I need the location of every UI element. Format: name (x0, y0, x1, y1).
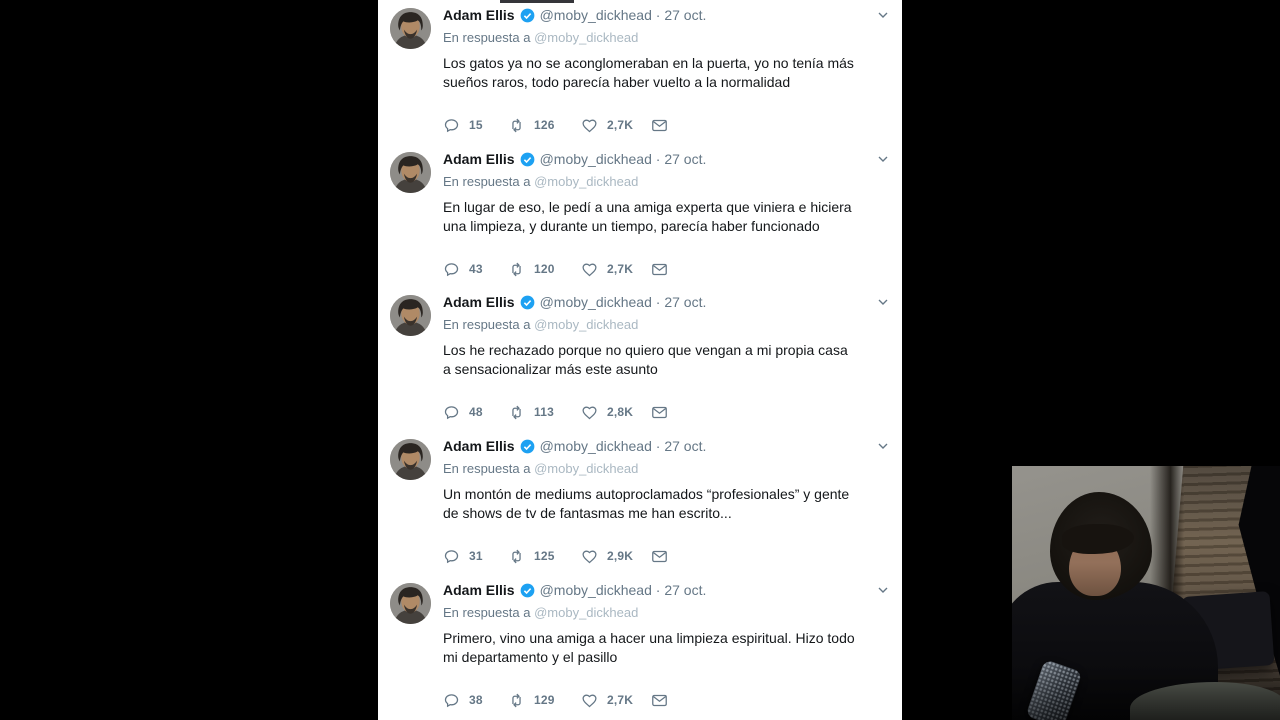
tweet[interactable] (390, 150, 894, 290)
display-name[interactable]: Adam Ellis (443, 294, 515, 310)
verified-badge-icon (520, 583, 535, 598)
reply-count: 48 (469, 405, 483, 419)
like-button[interactable] (581, 117, 651, 134)
tweet-date[interactable]: · 27 oct. (655, 582, 707, 598)
retweet-count: 113 (534, 405, 554, 419)
message-button[interactable] (651, 404, 668, 421)
retweet-button[interactable] (508, 117, 581, 134)
reply-icon (443, 261, 460, 278)
tweet-date[interactable]: · 27 oct. (655, 7, 707, 23)
like-button[interactable] (581, 692, 651, 709)
tweet-date[interactable]: · 27 oct. (655, 294, 707, 310)
like-icon (581, 548, 598, 565)
tweet-date[interactable]: · 27 oct. (655, 151, 707, 167)
webcam-overlay (1012, 466, 1280, 720)
verified-badge-icon (520, 295, 535, 310)
like-button[interactable] (581, 404, 651, 421)
reply-count: 15 (469, 118, 483, 132)
user-handle[interactable]: @moby_dickhead (539, 294, 652, 310)
tweet-text: Primero, vino una amiga a hacer una limpieza espiritual. Hizo todo mi departamento y el pasillo (443, 630, 855, 665)
like-count: 2,9K (607, 549, 634, 563)
tweet-text: En lugar de eso, le pedí a una amiga experta que viniera e hiciera una limpieza, y durante un tiempo, parecía haber funcionado (443, 199, 852, 234)
like-count: 2,7K (607, 262, 634, 276)
tweet-date[interactable]: · 27 oct. (655, 438, 707, 454)
display-name[interactable]: Adam Ellis (443, 582, 515, 598)
retweet-icon (508, 692, 525, 709)
reply-count: 38 (469, 693, 483, 707)
message-icon (651, 692, 668, 709)
retweet-icon (508, 117, 525, 134)
retweet-count: 129 (534, 693, 555, 707)
user-handle[interactable]: @moby_dickhead (539, 582, 652, 598)
avatar[interactable] (390, 583, 431, 624)
like-icon (581, 692, 598, 709)
retweet-button[interactable] (508, 548, 581, 565)
retweet-count: 120 (534, 262, 555, 276)
reply-icon (443, 117, 460, 134)
retweet-count: 125 (534, 549, 555, 563)
retweet-icon (508, 404, 525, 421)
like-count: 2,7K (607, 693, 634, 707)
verified-badge-icon (520, 152, 535, 167)
reply-button[interactable] (443, 261, 508, 278)
reply-icon (443, 548, 460, 565)
retweet-button[interactable] (508, 692, 581, 709)
tweet-feed (378, 0, 902, 720)
retweet-button[interactable] (508, 261, 581, 278)
retweet-count: 126 (534, 118, 555, 132)
like-icon (581, 404, 598, 421)
like-icon (581, 261, 598, 278)
message-icon (651, 117, 668, 134)
tweet[interactable] (390, 437, 894, 577)
retweet-icon (508, 261, 525, 278)
tweet-text: Un montón de mediums autoproclamados “profesionales” y gente de shows de tv de fantasmas me han escrito... (443, 486, 850, 521)
tweet[interactable] (390, 581, 894, 720)
message-button[interactable] (651, 261, 668, 278)
reply-context: En respuesta a @moby_dickhead (443, 461, 639, 476)
like-count: 2,7K (607, 118, 634, 132)
reply-context: En respuesta a @moby_dickhead (443, 605, 639, 620)
reply-count: 43 (469, 262, 483, 276)
like-button[interactable] (581, 261, 651, 278)
webcam-vignette (1012, 466, 1280, 720)
reply-context: En respuesta a @moby_dickhead (443, 174, 639, 189)
message-button[interactable] (651, 117, 668, 134)
display-name[interactable]: Adam Ellis (443, 7, 515, 23)
reply-context: En respuesta a @moby_dickhead (443, 30, 639, 45)
verified-badge-icon (520, 439, 535, 454)
user-handle[interactable]: @moby_dickhead (539, 438, 652, 454)
reply-icon (443, 692, 460, 709)
reply-button[interactable] (443, 117, 508, 134)
like-count: 2,8K (607, 405, 634, 419)
reply-to-handle[interactable]: @moby_dickhead (534, 605, 639, 620)
avatar[interactable] (390, 439, 431, 480)
reply-to-handle[interactable]: @moby_dickhead (534, 174, 639, 189)
avatar[interactable] (390, 8, 431, 49)
retweet-icon (508, 548, 525, 565)
like-button[interactable] (581, 548, 651, 565)
tweet[interactable] (390, 293, 894, 433)
tweet[interactable] (390, 6, 894, 146)
retweet-button[interactable] (508, 404, 581, 421)
message-button[interactable] (651, 548, 668, 565)
reply-icon (443, 404, 460, 421)
reply-context: En respuesta a @moby_dickhead (443, 317, 639, 332)
user-handle[interactable]: @moby_dickhead (539, 151, 652, 167)
reply-to-handle[interactable]: @moby_dickhead (534, 30, 639, 45)
message-button[interactable] (651, 692, 668, 709)
like-icon (581, 117, 598, 134)
display-name[interactable]: Adam Ellis (443, 151, 515, 167)
reply-to-handle[interactable]: @moby_dickhead (534, 317, 639, 332)
avatar[interactable] (390, 295, 431, 336)
display-name[interactable]: Adam Ellis (443, 438, 515, 454)
user-handle[interactable]: @moby_dickhead (539, 7, 652, 23)
previous-tweet-media-edge (500, 0, 574, 3)
avatar[interactable] (390, 152, 431, 193)
reply-button[interactable] (443, 548, 508, 565)
message-icon (651, 261, 668, 278)
reply-button[interactable] (443, 692, 508, 709)
message-icon (651, 404, 668, 421)
verified-badge-icon (520, 8, 535, 23)
message-icon (651, 548, 668, 565)
tweet-text: Los he rechazado porque no quiero que vengan a mi propia casa a sensacionalizar más este asunto (443, 342, 848, 377)
tweet-text: Los gatos ya no se aconglomeraban en la puerta, yo no tenía más sueños raros, todo parecía haber vuelto a la normalidad (443, 55, 854, 90)
reply-to-handle[interactable]: @moby_dickhead (534, 461, 639, 476)
reply-count: 31 (469, 549, 483, 563)
reply-button[interactable] (443, 404, 508, 421)
